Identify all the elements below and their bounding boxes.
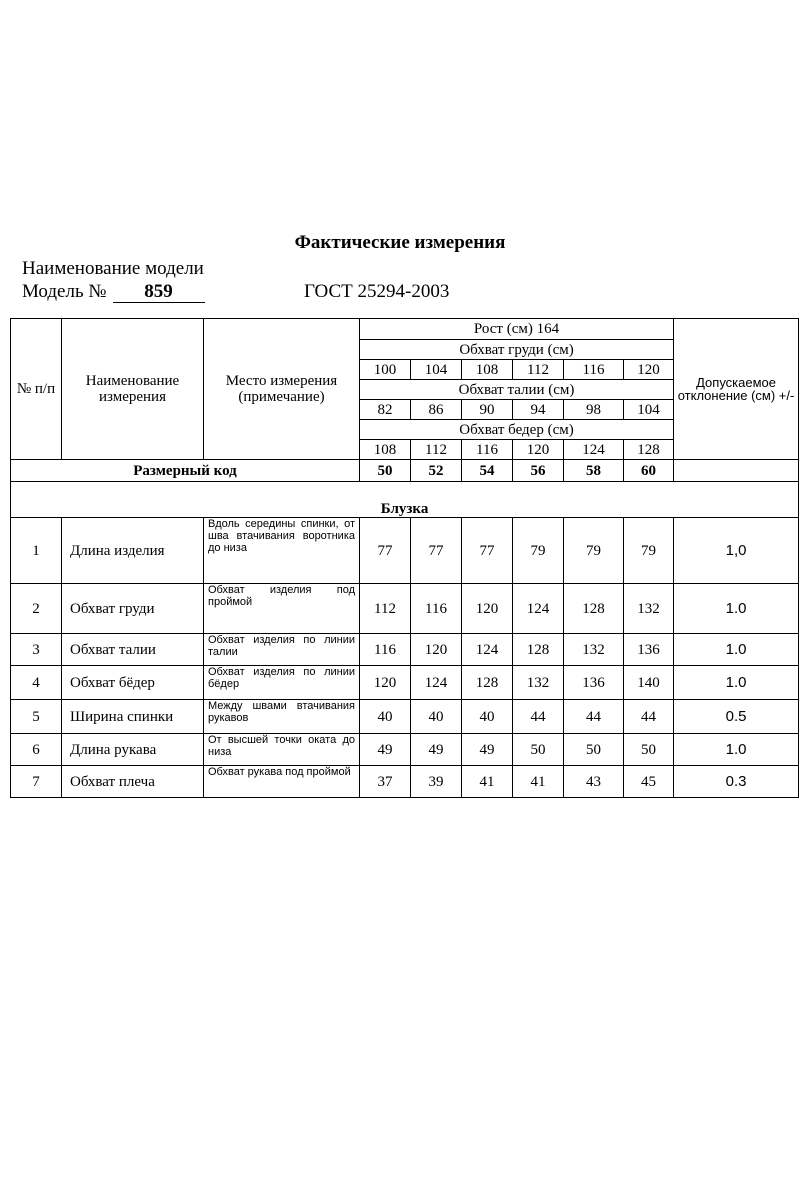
document-title: Фактические измерения (294, 232, 506, 253)
row-value: 136 (624, 634, 674, 666)
row-number: 1 (11, 518, 62, 584)
row-value: 40 (360, 700, 411, 734)
size-code-cell: 50 (360, 460, 411, 482)
size-code-cell: 56 (513, 460, 564, 482)
row-tolerance: 1.0 (674, 666, 799, 700)
row-measure-name: Длина рукава (62, 734, 204, 766)
row-value: 128 (564, 584, 624, 634)
row-value: 44 (564, 700, 624, 734)
row-value: 50 (624, 734, 674, 766)
header-hips-label: Обхват бедер (см) (360, 420, 674, 440)
row-tolerance: 1.0 (674, 734, 799, 766)
row-value: 45 (624, 766, 674, 798)
row-tolerance: 0.3 (674, 766, 799, 798)
row-value: 79 (513, 518, 564, 584)
row-measure-name: Ширина спинки (62, 700, 204, 734)
row-value: 140 (624, 666, 674, 700)
hips-cell: 128 (624, 440, 674, 460)
measurement-row (11, 700, 799, 734)
section-title: Блузка (11, 482, 799, 518)
row-value: 49 (411, 734, 462, 766)
row-place: Обхват изделия по линии бёдер (204, 666, 360, 700)
row-place: Обхват рукава под проймой (204, 766, 360, 798)
row-measure-name: Обхват плеча (62, 766, 204, 798)
row-value: 120 (411, 634, 462, 666)
row-value: 49 (360, 734, 411, 766)
row-value: 116 (360, 634, 411, 666)
row-value: 132 (624, 584, 674, 634)
waist-cell: 82 (360, 400, 411, 420)
waist-cell: 104 (624, 400, 674, 420)
row-place: Обхват изделия под проймой (204, 584, 360, 634)
row-value: 37 (360, 766, 411, 798)
row-value: 50 (564, 734, 624, 766)
gost-standard: ГОСТ 25294-2003 (304, 281, 450, 302)
row-place: Вдоль середины спинки, от шва втачивания воротника до низа (204, 518, 360, 584)
measurement-row (11, 584, 799, 634)
row-number: 5 (11, 700, 62, 734)
measurement-row (11, 666, 799, 700)
row-number: 7 (11, 766, 62, 798)
size-code-cell: 52 (411, 460, 462, 482)
row-number: 6 (11, 734, 62, 766)
row-tolerance: 1.0 (674, 634, 799, 666)
header-row-height (11, 319, 799, 340)
section-row (11, 482, 799, 518)
measurements-table (10, 318, 799, 798)
model-number-line (22, 281, 205, 303)
size-code-empty (674, 460, 799, 482)
row-value: 77 (462, 518, 513, 584)
waist-cell: 86 (411, 400, 462, 420)
row-value: 124 (411, 666, 462, 700)
row-value: 128 (462, 666, 513, 700)
row-value: 44 (624, 700, 674, 734)
chest-cell: 100 (360, 360, 411, 380)
row-value: 136 (564, 666, 624, 700)
size-code-cell: 58 (564, 460, 624, 482)
row-value: 40 (411, 700, 462, 734)
size-code-row (11, 460, 799, 482)
row-number: 3 (11, 634, 62, 666)
row-value: 77 (411, 518, 462, 584)
size-code-cell: 54 (462, 460, 513, 482)
row-value: 39 (411, 766, 462, 798)
waist-cell: 98 (564, 400, 624, 420)
header-measure-name: Наименование измерения (62, 319, 204, 460)
model-number-value: 859 (113, 282, 205, 303)
row-value: 44 (513, 700, 564, 734)
hips-cell: 116 (462, 440, 513, 460)
row-value: 116 (411, 584, 462, 634)
row-value: 41 (462, 766, 513, 798)
row-value: 40 (462, 700, 513, 734)
row-value: 50 (513, 734, 564, 766)
row-value: 49 (462, 734, 513, 766)
header-no: № п/п (11, 319, 62, 460)
model-name-label: Наименование модели (22, 258, 204, 279)
header-waist-label: Обхват талии (см) (360, 380, 674, 400)
row-number: 4 (11, 666, 62, 700)
measurement-row (11, 634, 799, 666)
chest-cell: 104 (411, 360, 462, 380)
row-value: 132 (513, 666, 564, 700)
chest-cell: 120 (624, 360, 674, 380)
header-chest-label: Обхват груди (см) (360, 340, 674, 360)
row-value: 79 (564, 518, 624, 584)
row-value: 124 (462, 634, 513, 666)
row-value: 43 (564, 766, 624, 798)
measurement-row (11, 734, 799, 766)
row-measure-name: Обхват груди (62, 584, 204, 634)
row-tolerance: 1.0 (674, 584, 799, 634)
header-height: Рост (см) 164 (360, 319, 674, 340)
row-value: 41 (513, 766, 564, 798)
size-code-label: Размерный код (11, 460, 360, 482)
row-measure-name: Длина изделия (62, 518, 204, 584)
row-value: 120 (360, 666, 411, 700)
row-value: 79 (624, 518, 674, 584)
row-place: Между швами втачивания рукавов (204, 700, 360, 734)
row-tolerance: 0.5 (674, 700, 799, 734)
row-value: 112 (360, 584, 411, 634)
row-value: 77 (360, 518, 411, 584)
waist-cell: 94 (513, 400, 564, 420)
row-place: Обхват изделия по линии талии (204, 634, 360, 666)
chest-cell: 116 (564, 360, 624, 380)
measurement-row (11, 518, 799, 584)
row-value: 124 (513, 584, 564, 634)
hips-cell: 112 (411, 440, 462, 460)
waist-cell: 90 (462, 400, 513, 420)
row-place: От высшей точки оката до низа (204, 734, 360, 766)
model-number-label: Модель № (22, 281, 107, 302)
hips-cell: 108 (360, 440, 411, 460)
row-value: 120 (462, 584, 513, 634)
measurement-row (11, 766, 799, 798)
row-number: 2 (11, 584, 62, 634)
row-value: 128 (513, 634, 564, 666)
chest-cell: 108 (462, 360, 513, 380)
hips-cell: 124 (564, 440, 624, 460)
header-place: Место измерения (примечание) (204, 319, 360, 460)
row-value: 132 (564, 634, 624, 666)
hips-cell: 120 (513, 440, 564, 460)
size-code-cell: 60 (624, 460, 674, 482)
row-tolerance: 1,0 (674, 518, 799, 584)
row-measure-name: Обхват талии (62, 634, 204, 666)
chest-cell: 112 (513, 360, 564, 380)
header-tolerance: Допускаемое отклонение (см) +/- (674, 319, 799, 460)
row-measure-name: Обхват бёдер (62, 666, 204, 700)
